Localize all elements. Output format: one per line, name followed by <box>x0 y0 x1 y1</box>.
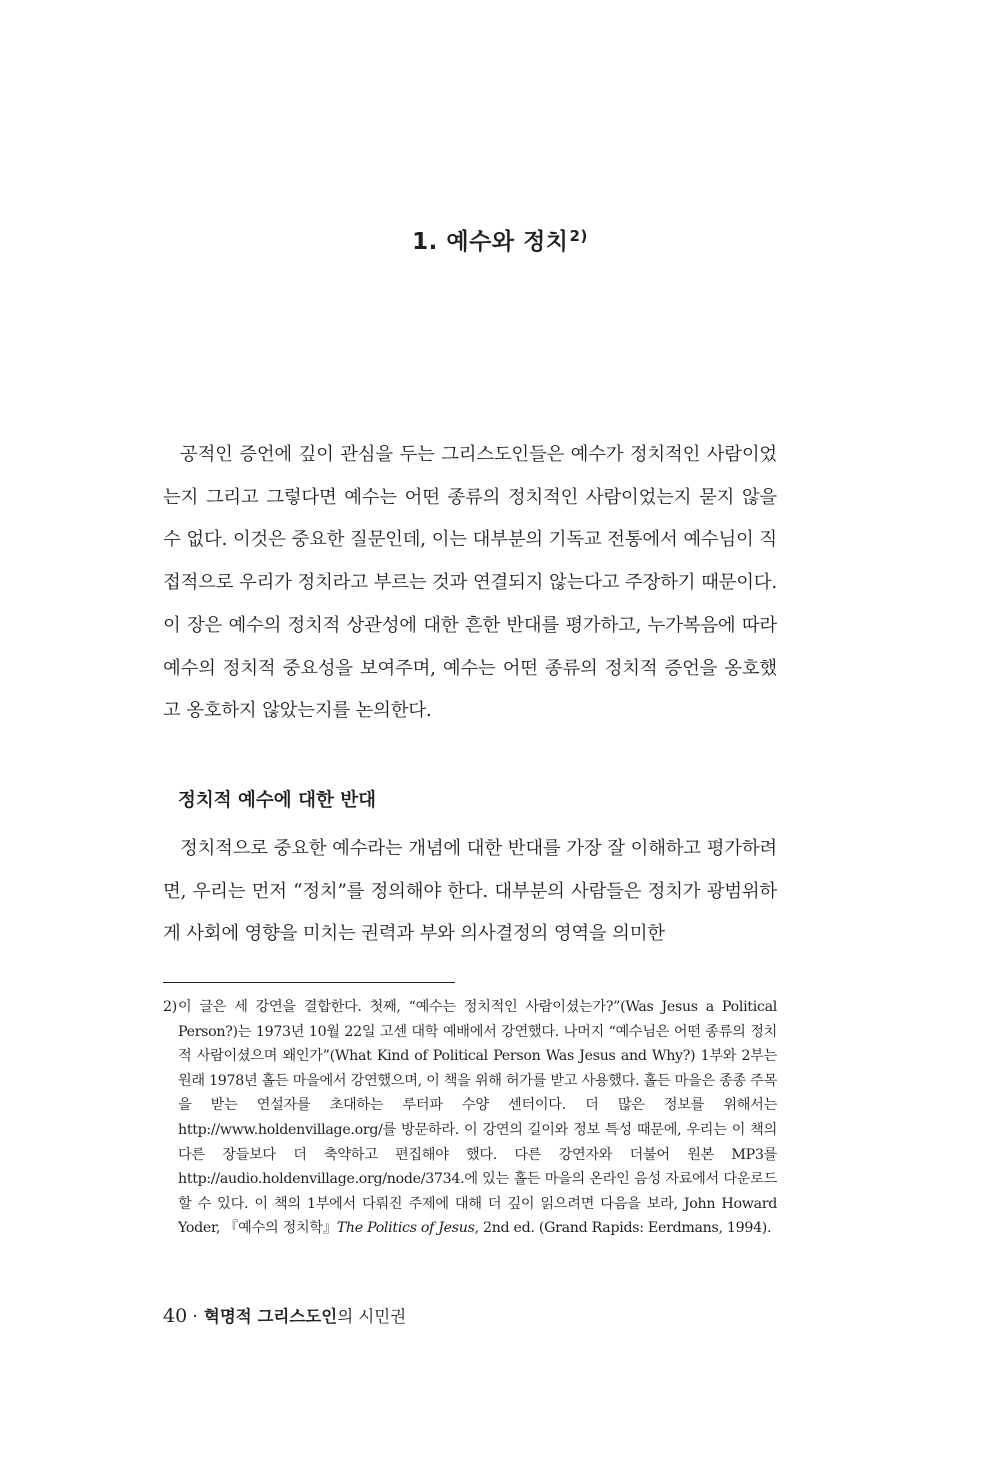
footnote-divider <box>163 982 455 983</box>
footnote <box>163 995 777 1241</box>
footnote-book-title: The Politics of Jesus <box>336 1220 475 1237</box>
intro-paragraph: 공적인 증언에 깊이 관심을 두는 그리스도인들은 예수가 정치적인 사람이었는지 그리고 그렇다면 예수는 어떤 종류의 정치적인 사람이었는지 묻지 않을 수 없다. 이것은 중요한 질문인데, 이는 대부분의 기독교 전통에서 예수님이 직접적으로 우리가 정치라고 부르는 것과 연결되지 않는다고 주장하기 때문이다. 이 장은 예수의 정치적 상관성에 대한 흔한 반대를 평가하고, 누가복음에 따라 예수의 정치적 중요성을 보여주며, 예수는 어떤 종류의 정치적 증언을 옹호했고 옹호하지 않았는지를 논의한다. <box>163 444 777 722</box>
footer-separator: · <box>192 1306 198 1327</box>
section-heading: 정치적 예수에 대한 반대 <box>178 790 377 811</box>
running-footer <box>163 1303 406 1327</box>
footnote-body <box>178 995 777 1241</box>
book-title-rest: 의 시민권 <box>337 1307 407 1326</box>
footnote-text: 이 글은 세 강연을 결합한다. 첫째, “예수는 정치적인 사람이셨는가?”(Was Jesus a Political Person?)는 1973년 10월 22일 고센 대학 예배에서 강연했다. 나머지 “예수님은 어떤 종류의 정치적 사람이셨으며 왜인가”(What Kind of Political Person Was Jesus and Why?) 1부와 2부는 원래 1978년 홀든 마을에서 강연했으며, 이 책을 위해 허가를 받고 사용했다. 홀든 마을은 종종 주목을 받는 연설자를 초대하는 루터파 수양 센터이다. 더 많은 정보를 위해서는 http://www.holdenvillage.org/를 방문하라. 이 강연의 길이와 정보 특성 때문에, 우리는 이 책의 다른 장들보다 더 축약하고 편집해야 했다. 다른 강연자와 더불어 원본 MP3를 http://audio.holdenvillage.org/node/3734.에 있는 홀든 마을의 온라인 음성 자료에서 다운로드할 수 있다. 이 책의 1부에서 다뤄진 주제에 대해 더 깊이 읽으려면 다음을 보라, John Howard Yoder, 『예수의 정치학』 <box>178 999 777 1237</box>
footnote-mark: 2) <box>163 999 177 1015</box>
chapter-title-text: 1. 예수와 정치 <box>412 229 569 256</box>
book-title-bold: 혁명적 그리스도인 <box>203 1307 338 1326</box>
section-paragraph: 정치적으로 중요한 예수라는 개념에 대한 반대를 가장 잘 이해하고 평가하려면, 우리는 먼저 “정치”를 정의해야 한다. 대부분의 사람들은 정치가 광범위하게 사회에 영향을 미치는 권력과 부와 의사결정의 영역을 의미한 <box>163 838 777 945</box>
footnote-reference[interactable]: 2) <box>569 227 588 246</box>
chapter-title <box>0 223 1000 256</box>
page-number: 40 <box>163 1305 188 1327</box>
footnote-citation-tail: , 2nd ed. (Grand Rapids: Eerdmans, 1994). <box>474 1220 772 1237</box>
